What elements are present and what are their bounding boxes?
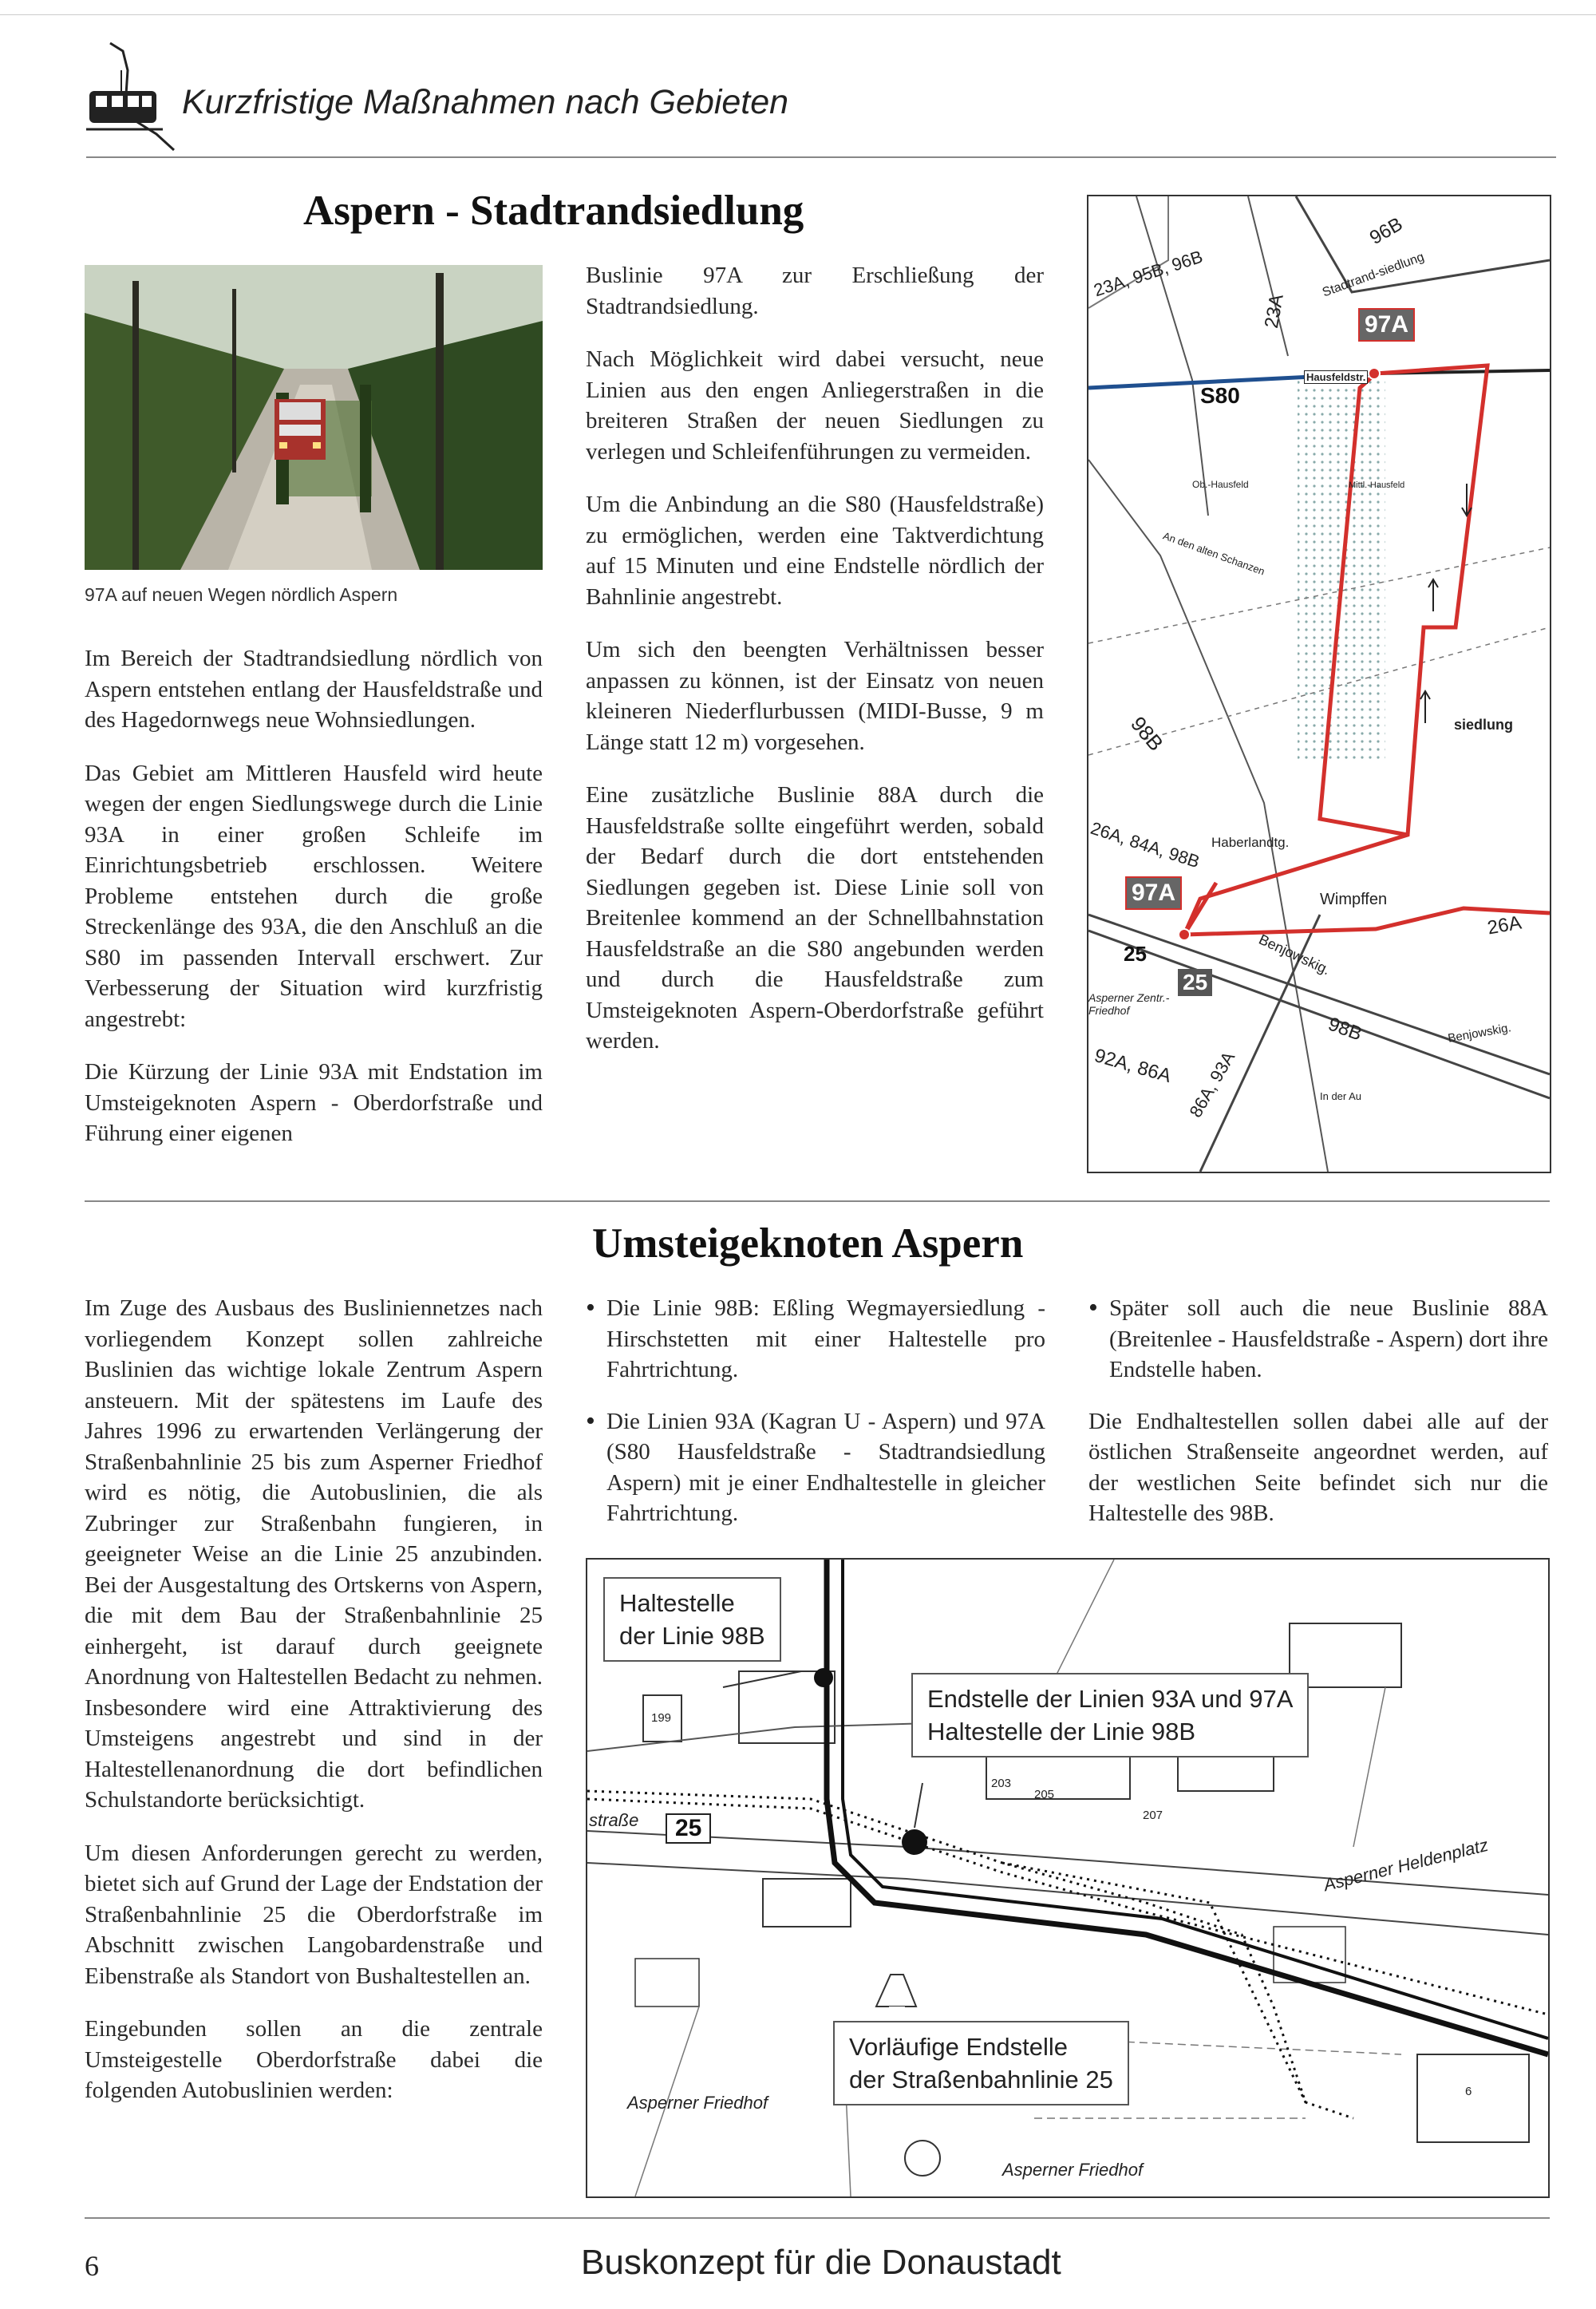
callout-98b-stop bbox=[603, 1577, 781, 1662]
paragraph: Eingebunden sollen an die zentrale Umsteigestelle Oberdorfstraße dabei die folgenden Autobuslinien werden: bbox=[85, 2016, 543, 2103]
tram-logo-icon bbox=[86, 38, 180, 158]
route-map-97a bbox=[1087, 195, 1551, 1173]
photo-caption: 97A auf neuen Wegen nördlich Aspern bbox=[85, 584, 398, 605]
callout-line: Haltestelle bbox=[619, 1589, 735, 1617]
bullet-item: • Die Linien 93A (Kagran U - Aspern) und 97A (S80 Hausfeldstraße - Stadtrandsiedlung Aspern) mit je einer Endhaltestelle in gleicher Fahrtrichtung. bbox=[586, 1406, 1045, 1529]
line-label: 23A bbox=[1260, 292, 1288, 330]
callout-line: Haltestelle der Linie 98B bbox=[927, 1718, 1196, 1746]
street-label: straße bbox=[589, 1810, 639, 1830]
paragraph: Buslinie 97A zur Erschließung der Stadtrandsiedlung. bbox=[586, 263, 1044, 319]
paragraph: Um sich den beengten Verhältnissen besser anpassen zu können, ist der Einsatz von neuen kleineren Niederflurbussen (MIDI-Busse, 9 m Länge statt 12 m) vorgesehen. bbox=[586, 637, 1044, 755]
line-label: 26A, 84A, 98B bbox=[1088, 817, 1203, 872]
callout-endstelle-93a-97a bbox=[911, 1673, 1309, 1757]
street-label: In der Au bbox=[1320, 1090, 1362, 1102]
paragraph: Im Bereich der Stadtrandsiedlung nördlich von Aspern entstehen entlang der Hausfeldstraße und des Hagedornwegs neue Wohnsiedlungen. bbox=[85, 646, 543, 733]
line-label: 23A, 95B, 96B bbox=[1091, 246, 1206, 301]
callout-line: der Linie 98B bbox=[619, 1622, 765, 1650]
top-edge-rule bbox=[0, 14, 1596, 15]
tram-label-25: 25 bbox=[1124, 942, 1147, 966]
line-label: 92A, 86A bbox=[1092, 1044, 1174, 1088]
street-label: Haberlandtg. bbox=[1211, 835, 1290, 850]
paragraph: Das Gebiet am Mittleren Hausfeld wird heute wegen der engen Siedlungswege durch die Linie 93A in einer großen Schleife im Einrichtungsbetrieb erschlossen. Weitere Probleme entstehen durch die große Streckenlänge des 93A, die den Anschluß an die S80 im passenden Intervall erschwert. Zur Verbesserung der Situation wird kurzfristig angestrebt: bbox=[85, 760, 543, 1032]
paragraph: Um die Anbindung an die S80 (Hausfeldstraße) zu ermöglichen, werden eine Taktverdichtung auf 15 Minuten und eine Endstelle nördlich der Bahnlinie angestrebt. bbox=[586, 492, 1044, 610]
street-label: Wimpffen bbox=[1320, 891, 1388, 908]
bus-photo bbox=[85, 265, 543, 570]
bullet-item: • Später soll auch die neue Buslinie 88A (Breitenlee - Hausfeldstraße - Aspern) dort ihre Endstelle haben. bbox=[1088, 1293, 1548, 1386]
street-label: Ob.-Hausfeld bbox=[1192, 479, 1249, 490]
street-label: Mittl.-Hausfeld bbox=[1349, 480, 1405, 490]
paragraph: Nach Möglichkeit wird dabei versucht, neue Linien aus den engen Anliegerstraßen in die breiteren Straßen der neuen Siedlungen zu verlegen und Schleifenführungen zu vermeiden. bbox=[586, 346, 1044, 465]
section2-column-1 bbox=[85, 1293, 543, 2129]
route-badge-97a-lower: 97A bbox=[1125, 876, 1182, 910]
section-title-umsteigeknoten: Umsteigeknoten Aspern bbox=[592, 1220, 1024, 1267]
callout-line: der Straßenbahnlinie 25 bbox=[849, 2066, 1113, 2094]
street-label: Asperner Friedhof bbox=[627, 2093, 768, 2113]
street-label: Benjowskig. bbox=[1256, 931, 1333, 979]
line-label: 96B bbox=[1365, 213, 1407, 249]
street-label: Asperner Zentr.-Friedhof bbox=[1088, 991, 1170, 1017]
line-label: 98B bbox=[1325, 1013, 1365, 1046]
paragraph: Um diesen Anforderungen gerecht zu werden, bietet sich auf Grund der Lage der Endstation der Straßenbahnlinie 25 die Oberdorfstraße im Abschnitt zwischen Langobardenstraße und Eibenstraße als Standort von Bushaltestellen an. bbox=[85, 1840, 543, 1989]
paragraph: Die Kürzung der Linie 93A mit Endstation im Umsteigeknoten Aspern - Oberdorfstraße und Führung einer eigenen bbox=[85, 1059, 543, 1146]
route-badge-97a: 97A bbox=[1358, 308, 1415, 342]
street-label: Stadtrand-siedlung bbox=[1320, 250, 1426, 300]
street-label: siedlung bbox=[1454, 717, 1514, 733]
line-label: 26A bbox=[1485, 911, 1523, 939]
section1-column-2 bbox=[586, 260, 1044, 1079]
callout-line: Vorläufige Endstelle bbox=[849, 2033, 1069, 2061]
house-number: 207 bbox=[1143, 1809, 1163, 1822]
paragraph: Im Zuge des Ausbaus des Busliniennetzes nach vorliegendem Konzept sollen zahlreiche Buslinien das wichtige lokale Zentrum Aspern ansteuern. Mit der spätestens im Laufe des Jahres 1996 zu erwartenden Verlängerung der Straßenbahnlinie 25 bis zum Asperner Friedhof wird es nötig, die Autobuslinien, die als Zubringer zur Straßenbahn fungieren, in geeigneter Weise an die Linie 25 anzubinden. Bei der Ausgestaltung des Ortskerns von Aspern, die mit dem Bau der Straßenbahnlinie 25 einhergeht, ist darauf durch geeignete Anordnung von Haltestellen Bedacht zu nehmen. Insbesondere wird eine Attraktivierung des Umsteigens angestrebt und sind in der Haltestellenanordnung die dort befindlichen Schulstandorte berücksichtigt. bbox=[85, 1295, 543, 1813]
section2-column-2 bbox=[586, 1293, 1045, 1550]
line-label: 86A, 93A bbox=[1185, 1048, 1239, 1121]
section-divider bbox=[85, 1200, 1550, 1202]
footer-rule bbox=[85, 2217, 1550, 2219]
header-title: Kurzfristige Maßnahmen nach Gebieten bbox=[182, 83, 789, 121]
tram-badge-25: 25 bbox=[1178, 969, 1212, 996]
street-label: Benjowskig. bbox=[1447, 1021, 1512, 1046]
bullet-item: • Die Linie 98B: Eßling Wegmayersiedlung - Hirschstetten mit einer Haltestelle pro Fahrtrichtung. bbox=[586, 1293, 1045, 1386]
street-label: An den alten Schanzen bbox=[1161, 529, 1266, 578]
house-number: 203 bbox=[991, 1777, 1012, 1790]
callout-line: Endstelle der Linien 93A und 97A bbox=[927, 1685, 1294, 1713]
line-label: 98B bbox=[1126, 711, 1168, 756]
street-label: Asperner Friedhof bbox=[1002, 2160, 1144, 2180]
house-number: 205 bbox=[1034, 1788, 1055, 1801]
section2-column-3 bbox=[1088, 1293, 1548, 1552]
interchange-map-aspern bbox=[586, 1558, 1550, 2198]
street-label: Asperner Heldenplatz bbox=[1321, 1834, 1491, 1896]
rail-label-s80: S80 bbox=[1200, 383, 1240, 408]
section1-column-1 bbox=[85, 643, 543, 1172]
footer-title: Buskonzept für die Donaustadt bbox=[581, 2243, 1061, 2282]
tram-badge-25: 25 bbox=[666, 1813, 711, 1844]
callout-tram-endstelle bbox=[833, 2021, 1129, 2105]
house-number: 199 bbox=[651, 1711, 672, 1725]
house-number: 6 bbox=[1465, 2085, 1472, 2098]
paragraph: Eine zusätzliche Buslinie 88A durch die Hausfeldstraße sollte eingeführt werden, sobald der Bedarf durch die dort entstehenden Siedlungen gegeben ist. Diese Linie soll von Breitenlee kommend an der Schnellbahnstation Hausfeldstraße an die S80 angebunden werden und durch die Hausfeldstraße zum Umsteigeknoten Aspern-Oberdorfstraße geführt werden. bbox=[586, 782, 1044, 1054]
page-number: 6 bbox=[85, 2250, 99, 2282]
paragraph: Die Endhaltestellen sollen dabei alle auf der östlichen Straßenseite angeordnet werden, auf der westlichen Seite befindet sich nur die Haltestelle des 98B. bbox=[1088, 1408, 1548, 1526]
street-label: Hausfeldstr. bbox=[1304, 370, 1368, 384]
header-rule bbox=[86, 156, 1556, 158]
section-title-stadtrandsiedlung: Aspern - Stadtrandsiedlung bbox=[303, 188, 804, 234]
